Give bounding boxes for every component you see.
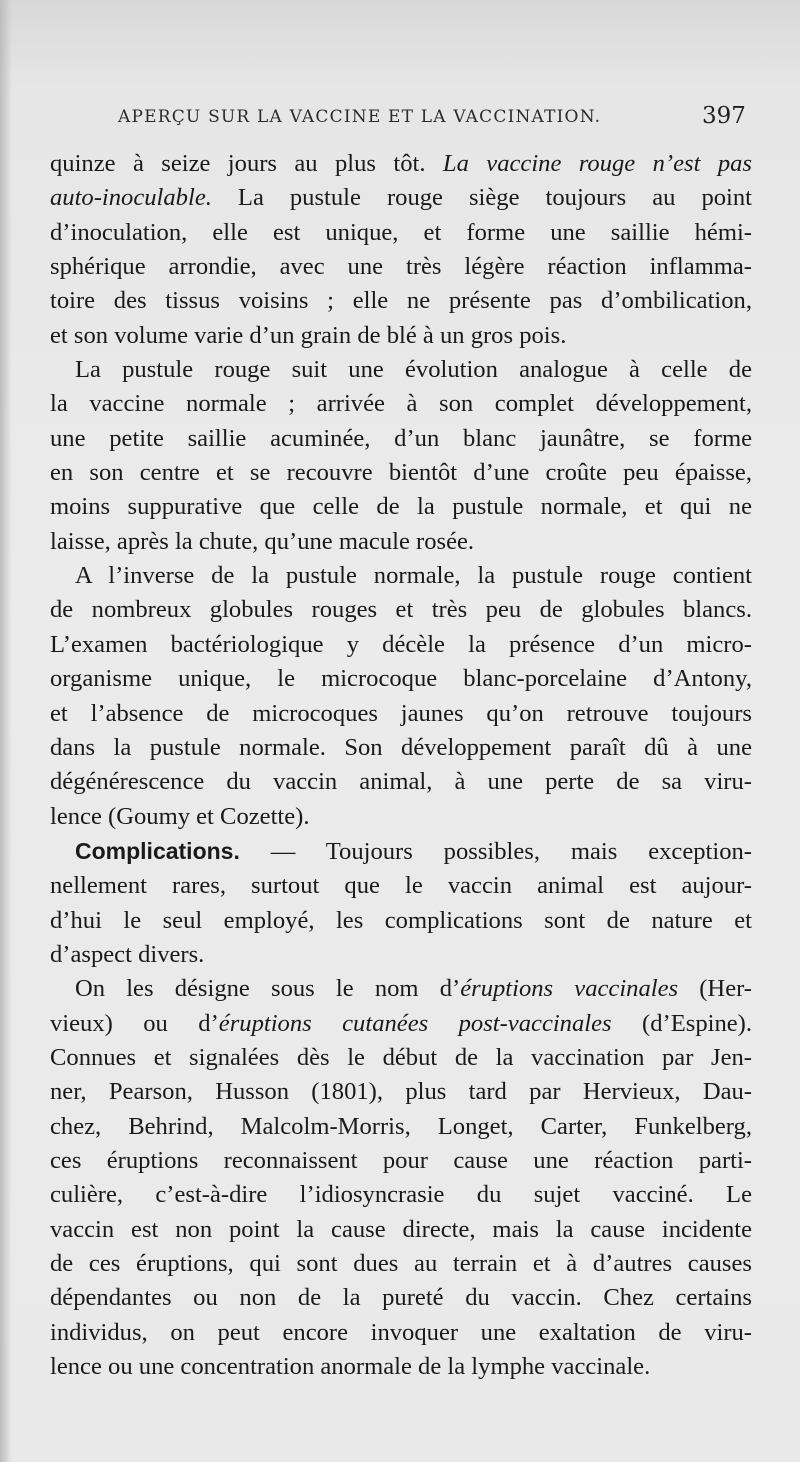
text-run: et l’absence de microcoques jaunes qu’on retrouve toujours: [50, 699, 752, 727]
text-line: [50, 319, 752, 353]
text-line: [50, 1350, 752, 1384]
text-run: A l’inverse de la pustule normale, la pustule rouge contient: [75, 562, 752, 590]
text-line: [50, 1007, 752, 1041]
text-line: [50, 1075, 752, 1109]
text-run: ces éruptions reconnaissent pour cause une réaction parti-: [50, 1146, 752, 1174]
text-run: moins suppurative que celle de la pustule normale, et qui ne: [50, 493, 752, 521]
text-line: [50, 490, 752, 524]
text-run: La pustule rouge siège toujours au point: [211, 184, 752, 212]
text-line: [50, 869, 752, 903]
text-run: organisme unique, le microcoque blanc-porcelaine d’Antony,: [50, 665, 752, 693]
running-head: [0, 101, 800, 141]
page-number: 397: [702, 103, 746, 129]
text-run: d’aspect divers.: [50, 940, 205, 968]
italic-text: La vaccine rouge n’est pas: [442, 150, 752, 177]
text-line: [50, 422, 752, 456]
page-gutter-shadow: [0, 0, 12, 1462]
text-line: [50, 181, 752, 215]
text-line: [50, 1213, 752, 1247]
text-line: [50, 250, 752, 284]
text-line: [50, 1316, 752, 1350]
text-run: dépendantes ou non de la pureté du vaccin. Chez certains: [50, 1284, 752, 1312]
text-line: [50, 697, 752, 731]
text-run: culière, c’est-à-dire l’idiosyncrasie du sujet vacciné. Le: [50, 1181, 752, 1209]
text-run: Connues et signalées dès le début de la vaccination par Jen-: [50, 1043, 752, 1071]
text-run: chez, Behrind, Malcolm-Morris, Longet, Carter, Funkelberg,: [50, 1112, 752, 1140]
text-line: [50, 387, 752, 421]
text-line: [50, 1247, 752, 1281]
text-run: vaccin est non point la cause directe, mais la cause incidente: [50, 1215, 752, 1243]
text-run: en son centre et se recouvre bientôt d’une croûte peu épaisse,: [50, 459, 752, 487]
text-line: [50, 731, 752, 765]
text-line: [50, 216, 752, 250]
text-line: [50, 628, 752, 662]
text-run: individus, on peut encore invoquer une exaltation de viru-: [50, 1318, 752, 1346]
italic-text: auto-inoculable.: [50, 184, 212, 212]
text-run: La pustule rouge suit une évolution analogue à celle de: [75, 356, 752, 384]
text-line: [50, 972, 752, 1006]
text-line: [50, 1041, 752, 1075]
text-line: [50, 147, 752, 181]
section-heading: Complications.: [75, 837, 240, 864]
text-line: [50, 1178, 752, 1212]
running-title: APERÇU SUR LA VACCINE ET LA VACCINATION.: [118, 107, 602, 127]
text-line: [50, 765, 752, 799]
text-run: toire des tissus voisins ; elle ne présente pas d’ombilication,: [50, 287, 752, 315]
text-run: On les désigne sous le nom d’: [75, 975, 461, 1003]
text-line: [50, 353, 752, 387]
text-line: [50, 1110, 752, 1144]
text-line: [50, 525, 752, 559]
text-line: [50, 1281, 752, 1315]
text-run: dans la pustule normale. Son développement paraît dû à une: [50, 733, 752, 761]
text-line: [50, 938, 752, 972]
text-run: (Her-: [678, 975, 752, 1003]
text-line: [50, 904, 752, 938]
text-run: L’examen bactériologique y décèle la présence d’un micro-: [50, 630, 752, 658]
text-run: de nombreux globules rouges et très peu de globules blancs.: [50, 596, 752, 624]
text-run: d’hui le seul employé, les complications sont de nature et: [50, 906, 752, 934]
text-run: d’inoculation, elle est unique, et forme une saillie hémi-: [50, 218, 752, 246]
italic-text: éruptions cutanées post-vaccinales: [218, 1009, 612, 1037]
text-line: [50, 284, 752, 318]
text-run: (d’Espine).: [611, 1009, 752, 1037]
text-line: [50, 800, 752, 834]
text-run: une petite saillie acuminée, d’un blanc jaunâtre, se forme: [50, 424, 752, 452]
text-run: laisse, après la chute, qu’une macule rosée.: [50, 527, 475, 555]
text-run: de ces éruptions, qui sont dues au terrain et à d’autres causes: [50, 1250, 752, 1277]
text-run: sphérique arrondie, avec une très légère réaction inflamma-: [50, 253, 752, 281]
text-line: [50, 662, 752, 696]
text-line: [50, 1144, 752, 1178]
text-run: — Toujours possibles, mais exception-: [239, 837, 752, 865]
text-run: nellement rares, surtout que le vaccin animal est aujour-: [50, 872, 752, 900]
text-run: lence (Goumy et Cozette).: [50, 802, 310, 830]
text-run: la vaccine normale ; arrivée à son complet développement,: [50, 390, 752, 418]
italic-text: éruptions vaccinales: [460, 975, 679, 1003]
text-line: [50, 559, 752, 593]
text-run: ner, Pearson, Husson (1801), plus tard par Hervieux, Dau-: [50, 1078, 752, 1106]
text-line: [50, 834, 752, 869]
text-run: dégénérescence du vaccin animal, à une perte de sa viru-: [50, 768, 752, 796]
text-line: [50, 593, 752, 627]
text-run: et son volume varie d’un grain de blé à un gros pois.: [50, 321, 567, 349]
text-run: lence ou une concentration anormale de la lymphe vaccinale.: [50, 1353, 651, 1381]
text-line: [50, 456, 752, 490]
text-run: vieux) ou d’: [50, 1009, 219, 1037]
text-run: quinze à seize jours au plus tôt.: [50, 150, 443, 177]
body-text: [50, 147, 752, 1384]
